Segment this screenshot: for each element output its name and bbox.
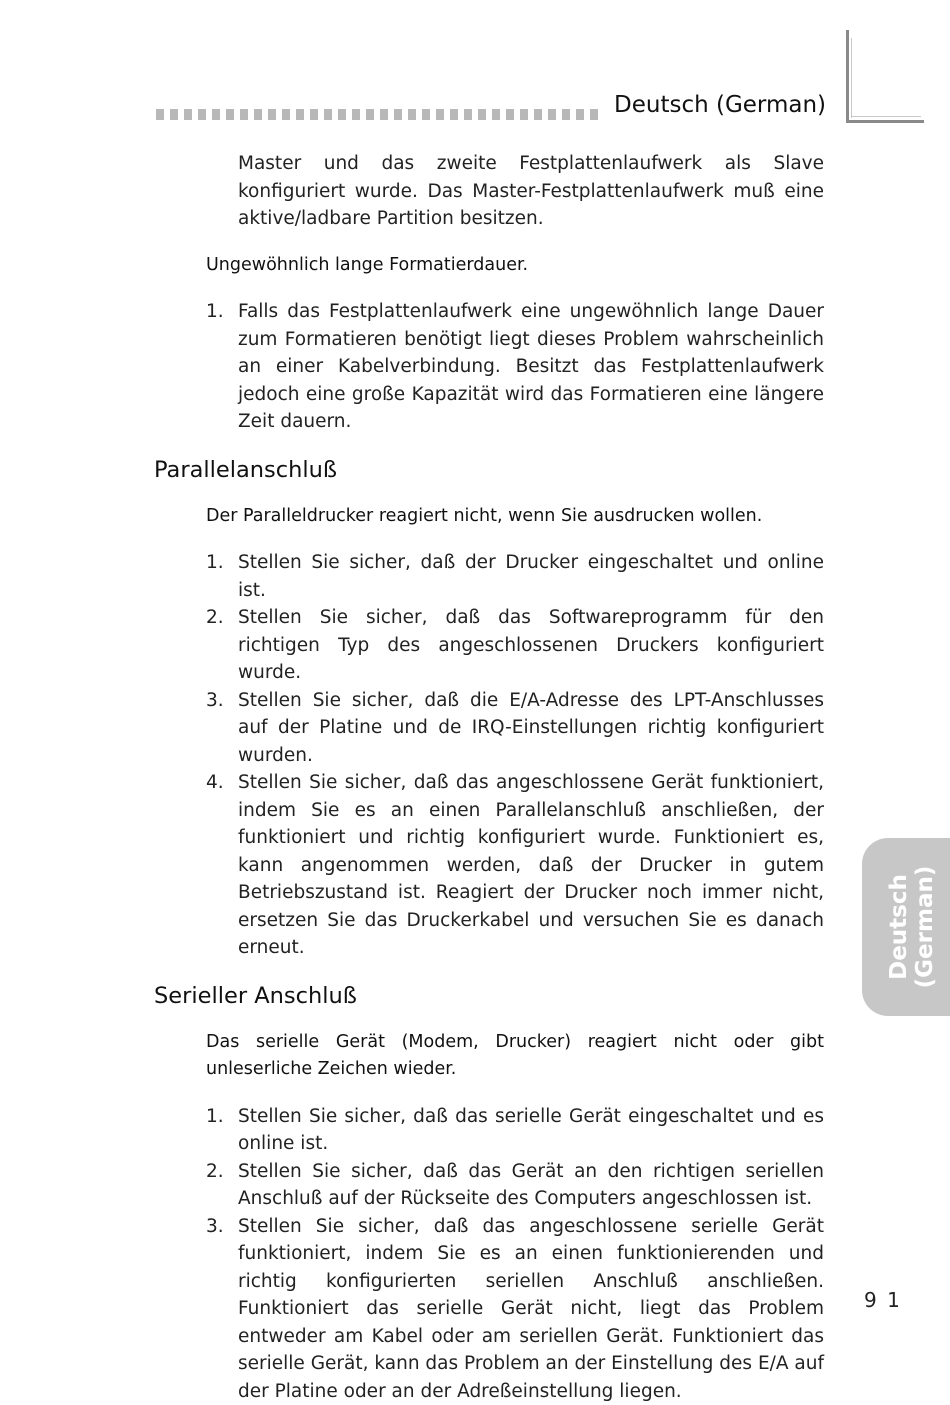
- side-tab-label: [886, 866, 938, 989]
- header-dotted-rule: [156, 109, 604, 120]
- list-item: 4. Stellen Sie sicher, daß das angeschlossene Gerät funktioniert, indem Sie es an einen Parallelanschluß anschließen, der funktioniert und richtig konfiguriert wurde. Funktioniert es, kann angenommen werden, daß der Drucker in gutem Betriebszustand ist. Reagiert der Drucker noch immer nicht, ersetzen Sie das Druckerkabel und versuchen Sie es danach erneut.: [154, 769, 824, 962]
- serial-subheading: Das serielle Gerät (Modem, Drucker) reagiert nicht oder gibt unleserliche Zeichen wieder.: [154, 1029, 824, 1084]
- corner-mark-vertical-inner: [851, 38, 852, 118]
- list-item: 3. Stellen Sie sicher, daß die E/A-Adresse des LPT-Anschlusses auf der Platine und de IRQ-Einstellungen richtig konfiguriert wurden.: [154, 687, 824, 770]
- serial-list: [154, 1103, 824, 1405]
- parallel-subheading: Der Paralleldrucker reagiert nicht, wenn Sie ausdrucken wollen.: [154, 503, 824, 531]
- side-tab-line-2: (German): [912, 866, 938, 989]
- header-title: Deutsch (German): [614, 92, 826, 118]
- side-tab-line-1: Deutsch: [886, 866, 912, 989]
- format-issue-heading: Ungewöhnlich lange Formatierdauer.: [154, 252, 824, 280]
- corner-mark-vertical: [846, 30, 849, 123]
- serial-section-title: Serieller Anschluß: [154, 981, 824, 1011]
- list-item: 2. Stellen Sie sicher, daß das Gerät an den richtigen seriellen Anschluß auf der Rückseite des Computers angeschlossen ist.: [154, 1158, 824, 1213]
- list-item: 2. Stellen Sie sicher, daß das Softwareprogramm für den richtigen Typ des angeschlossenen Druckers konfiguriert wurde.: [154, 604, 824, 687]
- page-content: [154, 150, 824, 1405]
- list-item: 1. Stellen Sie sicher, daß das serielle Gerät eingeschaltet und es online ist.: [154, 1103, 824, 1158]
- list-item: 1. Falls das Festplattenlaufwerk eine ungewöhnlich lange Dauer zum Formatieren benötigt liegt dieses Problem wahrscheinlich an einer Kabelverbindung. Besitzt das Festplattenlaufwerk jedoch eine große Kapazität wird das Formatieren eine längere Zeit dauern.: [154, 298, 824, 436]
- corner-mark-horizontal-inner: [851, 116, 921, 117]
- format-issue-list: [154, 298, 824, 436]
- list-item: 3. Stellen Sie sicher, daß das angeschlossene serielle Gerät funktioniert, indem Sie es an einen funktionierenden und richtig konfigurierten seriellen Anschluß anschließen. Funktioniert das serielle Gerät nicht, liegt das Problem entweder am Kabel oder am seriellen Gerät. Funktioniert das serielle Gerät, kann das Problem an der Einstellung des E/A auf der Platine oder an der Adreßeinstellung liegen.: [154, 1213, 824, 1405]
- parallel-list: [154, 549, 824, 962]
- corner-mark-horizontal: [846, 120, 924, 123]
- list-item: 1. Stellen Sie sicher, daß der Drucker eingeschaltet und online ist.: [154, 549, 824, 604]
- intro-paragraph: Master und das zweite Festplattenlaufwerk als Slave konfiguriert wurde. Das Master-Festplattenlaufwerk muß eine aktive/ladbare Partition besitzen.: [154, 150, 824, 233]
- parallel-section-title: Parallelanschluß: [154, 455, 824, 485]
- page-number: 9 1: [864, 1288, 902, 1312]
